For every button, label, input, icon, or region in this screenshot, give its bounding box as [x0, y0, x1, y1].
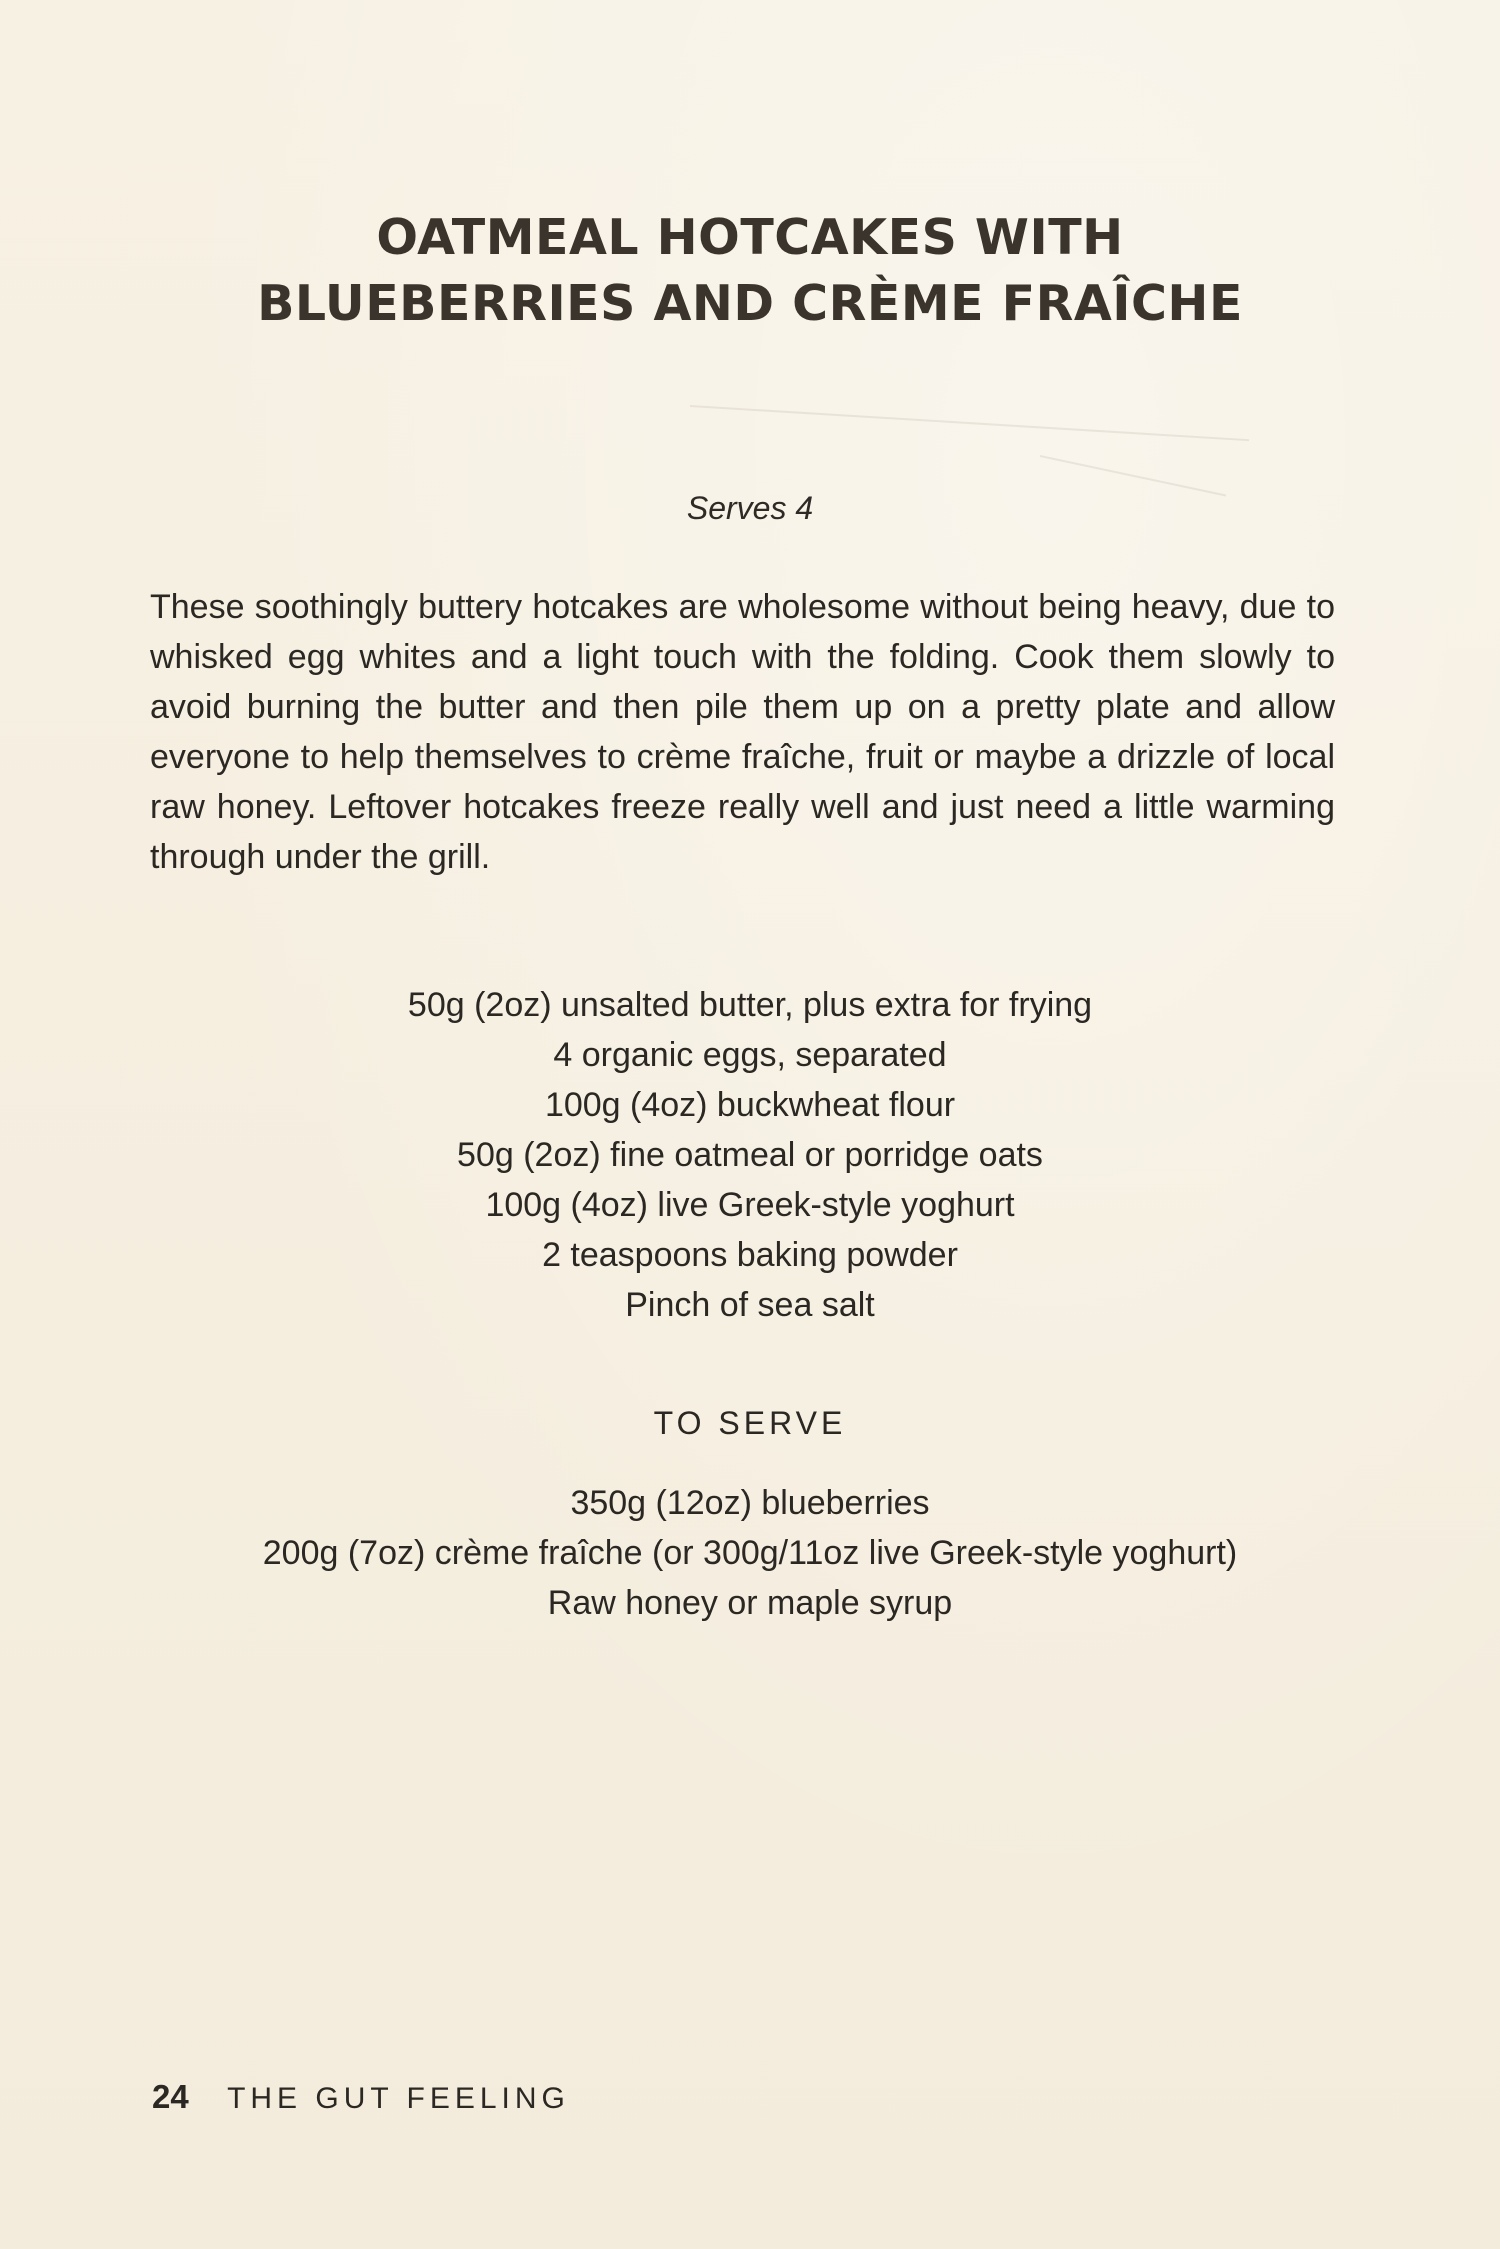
- paper-scratch: [690, 405, 1249, 441]
- to-serve-item: Raw honey or maple syrup: [547, 1584, 953, 1622]
- ingredient-item: 2 teaspoons baking powder: [542, 1236, 958, 1274]
- page-footer: [152, 2078, 570, 2116]
- recipe-title: [0, 205, 1500, 337]
- to-serve-item: 200g (7oz) crème fraîche (or 300g/11oz live Greek-style yoghurt): [262, 1534, 1238, 1572]
- page-number: 24: [152, 2078, 189, 2115]
- running-title: THE GUT FEELING: [227, 2082, 570, 2115]
- ingredient-item: Pinch of sea salt: [625, 1286, 875, 1324]
- ingredient-item: 100g (4oz) live Greek-style yoghurt: [485, 1186, 1015, 1224]
- ingredient-item: 50g (2oz) fine oatmeal or porridge oats: [457, 1136, 1043, 1174]
- ingredient-item: 100g (4oz) buckwheat flour: [544, 1086, 956, 1124]
- recipe-title-line-1: OATMEAL HOTCAKES WITH: [376, 209, 1124, 266]
- recipe-title-line-2: BLUEBERRIES AND CRÈME FRAÎCHE: [257, 275, 1243, 332]
- ingredient-item: 50g (2oz) unsalted butter, plus extra for frying: [407, 986, 1093, 1024]
- recipe-intro: These soothingly buttery hotcakes are wholesome without being heavy, due to whisked egg whites and a light touch with the folding. Cook them slowly to avoid burning the butter and then pile them up on a pretty plate and allow everyone to help themselves to crème fraîche, fruit or maybe a drizzle of local raw honey. Leftover hotcakes freeze really well and just need a little warming through under the grill.: [150, 588, 1335, 876]
- ingredient-item: 4 organic eggs, separated: [553, 1036, 947, 1074]
- to-serve-item: 350g (12oz) blueberries: [570, 1484, 930, 1522]
- to-serve-heading: TO SERVE: [653, 1405, 847, 1441]
- serves-count: Serves 4: [686, 490, 814, 526]
- ingredients-list: [0, 980, 1500, 1330]
- to-serve-list: [0, 1478, 1500, 1628]
